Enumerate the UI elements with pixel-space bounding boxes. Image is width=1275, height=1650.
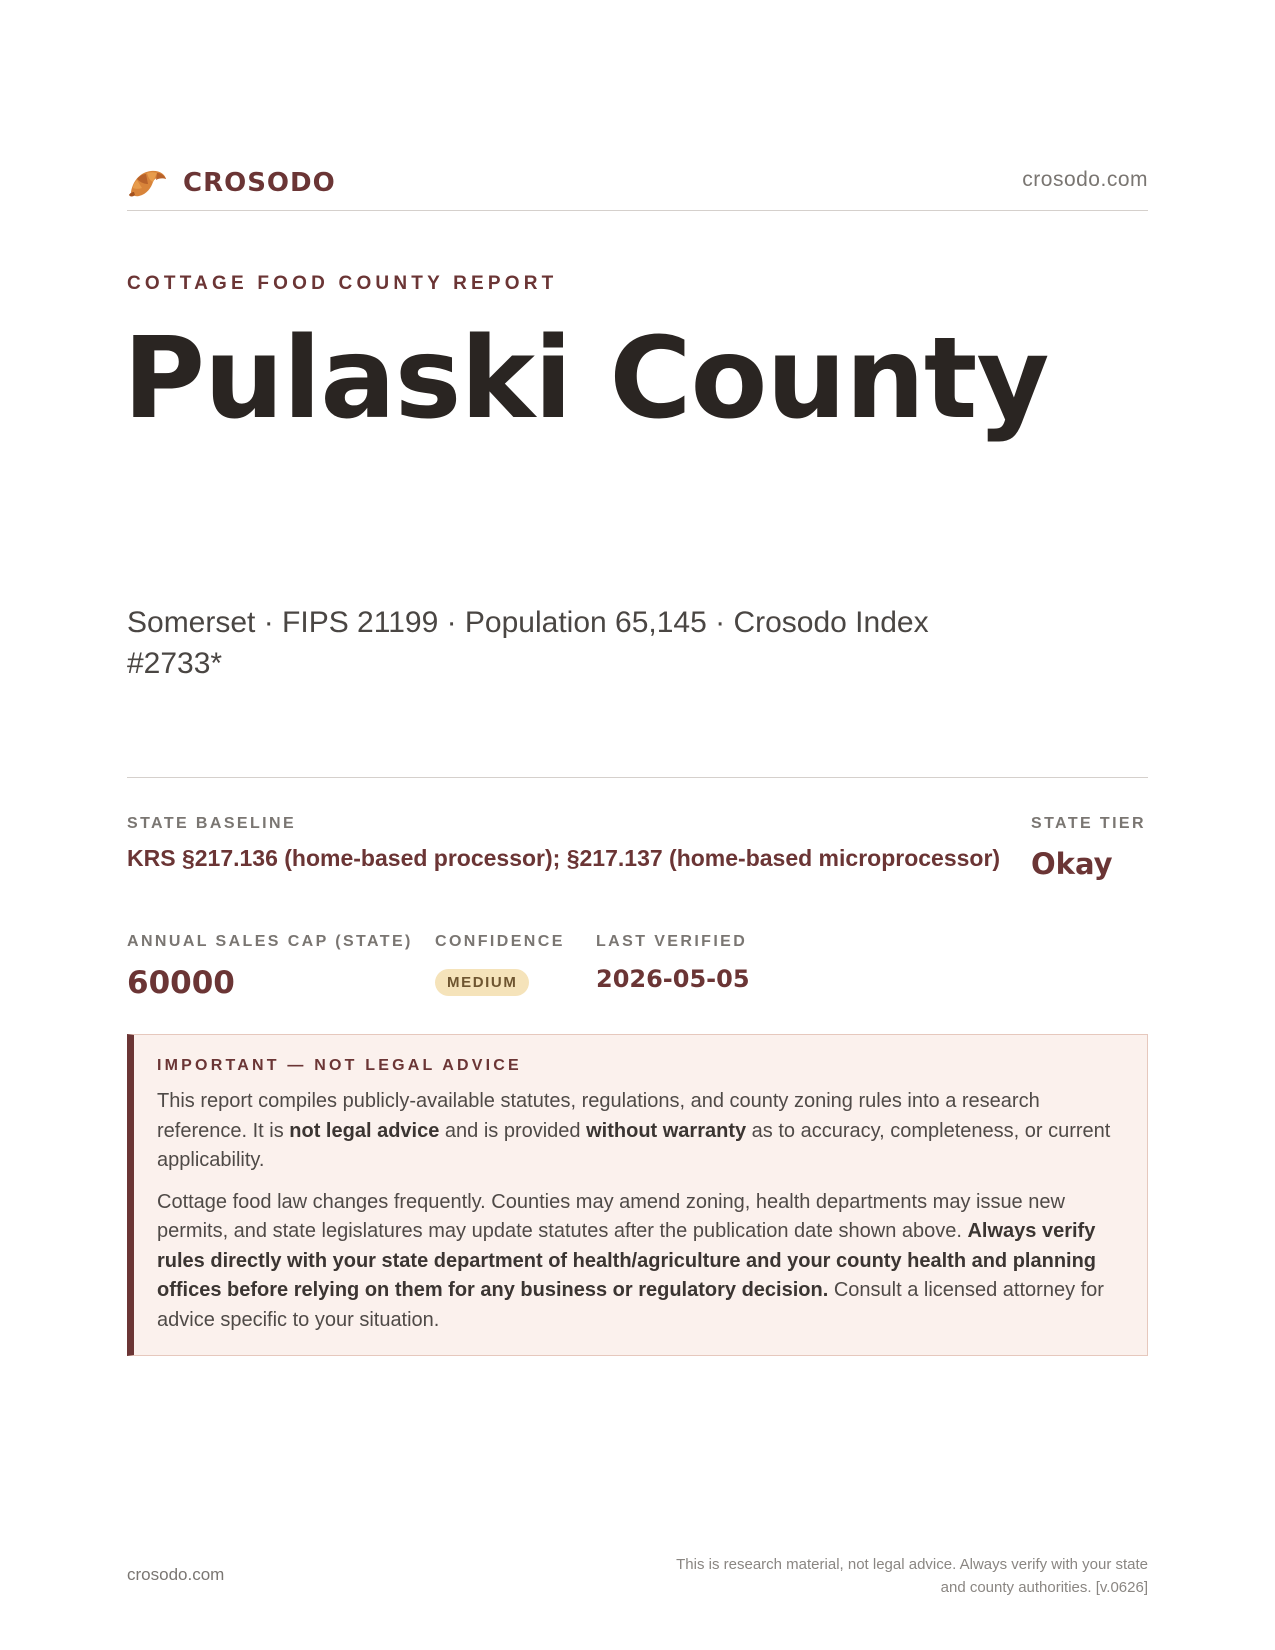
legal-notice — [127, 1034, 1148, 1356]
notice-text: Consult a licensed attorney for advice specific to your situation. — [157, 1279, 1104, 1331]
sales-cap-value: 60000 — [127, 965, 235, 1001]
state-tier-label: STATE TIER — [1031, 815, 1146, 832]
state-baseline-label: STATE BASELINE — [127, 815, 297, 832]
brand-name: CROSODO — [183, 168, 336, 198]
sales-cap-label: ANNUAL SALES CAP (STATE) — [127, 933, 413, 950]
notice-emphasis: not legal advice — [289, 1119, 440, 1142]
last-verified-value: 2026-05-05 — [596, 965, 750, 993]
confidence-label: CONFIDENCE — [435, 933, 565, 950]
notice-text: Cottage food law changes frequently. Counties may amend zoning, health departments may issue new permits, and state legislatures may update statutes after the publication date shown above. — [157, 1190, 1065, 1242]
page-header — [127, 158, 1148, 211]
footer-disclaimer — [588, 1553, 1148, 1599]
notice-heading: IMPORTANT — NOT LEGAL ADVICE — [157, 1057, 522, 1074]
notice-paragraph-2 — [157, 1188, 1121, 1336]
sales-cap-field — [127, 933, 413, 1001]
croissant-icon — [127, 162, 169, 204]
state-baseline-field — [127, 815, 1000, 872]
state-baseline-value: KRS §217.136 (home-based processor); §217.137 (home-based microprocessor) — [127, 845, 1001, 871]
notice-text: This report compiles publicly-available statutes, regulations, and county zoning rules into a research reference. It is — [157, 1090, 1040, 1142]
state-tier-field — [1031, 815, 1146, 881]
footer-url[interactable]: crosodo.com — [127, 1565, 225, 1584]
county-subtitle: Somerset · FIPS 21199 · Population 65,145 · Crosodo Index #2733* — [127, 606, 929, 680]
footer-disclaimer-line-1: This is research material, not legal advice. Always verify with your state — [676, 1556, 1148, 1573]
notice-text: and is provided — [439, 1119, 587, 1142]
brand — [127, 162, 336, 204]
confidence-field — [435, 933, 565, 996]
state-tier-value: Okay — [1031, 847, 1113, 881]
footer-disclaimer-line-2: and county authorities. [v.0626] — [940, 1579, 1148, 1596]
site-url[interactable]: crosodo.com — [1022, 168, 1148, 191]
report-eyebrow: COTTAGE FOOD COUNTY REPORT — [127, 273, 558, 294]
page-title: Pulaski County — [123, 314, 1049, 444]
last-verified-field — [596, 933, 750, 993]
section-divider — [127, 777, 1148, 778]
notice-emphasis: without warranty — [586, 1119, 747, 1142]
last-verified-label: LAST VERIFIED — [596, 933, 748, 950]
notice-paragraph-1 — [157, 1087, 1121, 1176]
notice-text: as to accuracy, completeness, or current applicability. — [157, 1119, 1111, 1171]
confidence-badge: MEDIUM — [435, 969, 529, 996]
notice-emphasis: Always verify rules directly with your state department of health/agriculture and your county health and planning offices before relying on them for any business or regulatory decision. — [157, 1220, 1097, 1301]
